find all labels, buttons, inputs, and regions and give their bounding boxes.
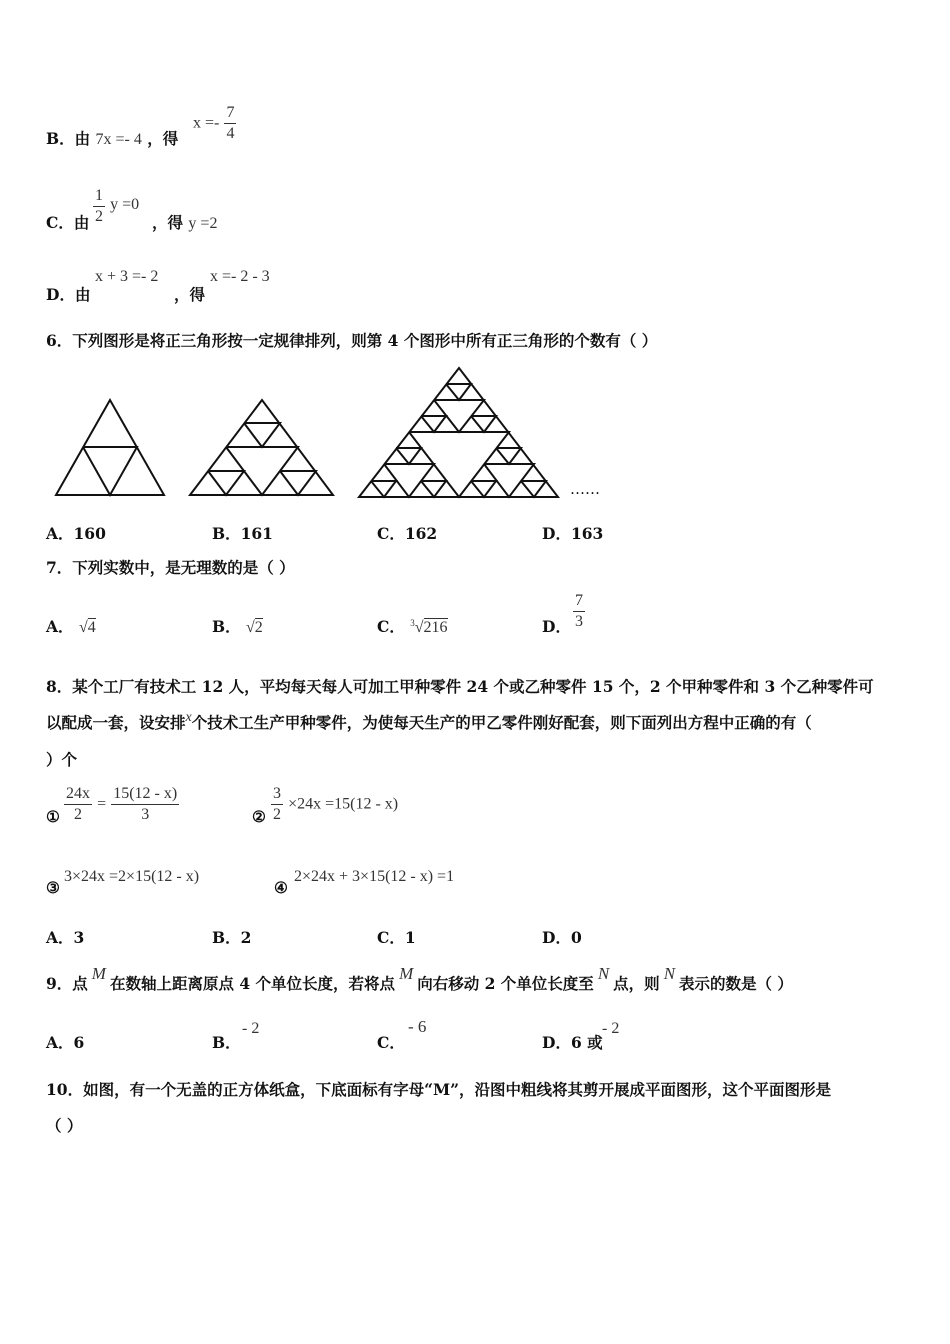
q7-a-label: A． xyxy=(46,617,74,636)
q8-eq3-mark: ③ xyxy=(46,878,60,897)
q8-eq2-den: 2 xyxy=(273,806,281,823)
q9-p2: 在数轴上距离原点 4 个单位长度，若将点 xyxy=(109,974,396,993)
q8-eq1-rnum: 15(12 - x) xyxy=(111,784,179,805)
q8-eq1-right xyxy=(111,784,179,825)
q5-b-result xyxy=(193,103,236,144)
q5-c-num: 1 xyxy=(93,186,105,207)
q5-c-den: 2 xyxy=(95,208,103,225)
q5-b-label: B．由 xyxy=(46,129,91,148)
q9-option-a: A．6 xyxy=(46,1033,85,1052)
sqrt-symbol-icon: √ xyxy=(246,619,255,636)
q8-option-a: A．3 xyxy=(46,928,85,947)
q5-b-res-lhs: x =- xyxy=(193,114,220,132)
q7-option-d xyxy=(542,615,571,637)
q8-var-x: x xyxy=(185,710,192,725)
q8-option-d: D．0 xyxy=(542,928,582,947)
q5-b-mid: ，得 xyxy=(147,129,179,148)
q5-c-label: C．由 xyxy=(46,213,90,232)
q6-triangle-figures xyxy=(0,360,950,510)
q7-option-c xyxy=(377,615,448,637)
q5-c-tail xyxy=(152,211,217,233)
q7-option-a xyxy=(46,615,96,637)
q6-option-a: A．160 xyxy=(46,524,106,543)
q7-option-b xyxy=(212,615,263,637)
q5-c-frac xyxy=(93,186,105,227)
q9-point-n: N xyxy=(597,964,610,983)
q8-eq2-rest: ×24x =15(12 - x) xyxy=(288,795,399,813)
q9-option-d: D．6 或 xyxy=(542,1033,603,1052)
q7-b-label: B． xyxy=(212,617,241,636)
q7-b-radicand: 2 xyxy=(254,619,263,636)
q5-c-expr xyxy=(93,186,139,227)
triangle-figure-3 xyxy=(359,368,558,497)
q9-point-m-2: M xyxy=(399,964,414,983)
q9-option-c: C． xyxy=(377,1033,405,1052)
q8-eq4-expr: 2×24x + 3×15(12 - x) =1 xyxy=(294,868,455,885)
q5-c-eq: y =0 xyxy=(110,196,140,213)
q9-p1: 9．点 xyxy=(46,974,88,993)
q7-d-fraction xyxy=(573,591,585,632)
q6-option-c: C．162 xyxy=(377,524,438,543)
q7-d-den: 3 xyxy=(575,613,583,630)
q10-stem-line2: （ ） xyxy=(46,1116,83,1135)
q7-a-radicand: 4 xyxy=(87,619,96,636)
q8-eq2 xyxy=(271,784,398,825)
q9-point-n-2: N xyxy=(663,964,676,983)
q8-eq1-lden: 2 xyxy=(74,806,82,823)
q5-b-expr: 7x =- 4 xyxy=(95,131,142,148)
q5-b-res-frac xyxy=(224,103,236,144)
q8-eq4-mark: ④ xyxy=(274,878,288,897)
q8-stem-line2 xyxy=(46,711,812,733)
q9-p4: 点，则 xyxy=(613,974,660,993)
q8-eq2-mark: ② xyxy=(252,807,266,826)
q5-option-d xyxy=(46,283,90,305)
q6-option-b: B．161 xyxy=(212,524,273,543)
q5-b-res-num: 7 xyxy=(224,103,236,124)
q8-eq1-left xyxy=(64,784,92,825)
q5-c-mid: ，得 xyxy=(152,213,184,232)
q7-c-radicand: 216 xyxy=(423,619,448,636)
q8-stem-line1: 8．某个工厂有技术工 12 人，平均每天每人可加工甲种零件 24 个或乙种零件 15 个，2 个甲种零件和 3 个乙种零件可 xyxy=(46,677,874,696)
q9-p5: 表示的数是（ ） xyxy=(679,974,793,993)
q7-c-index: 3 xyxy=(410,617,415,628)
q8-eq1-equals: = xyxy=(97,795,107,813)
q7-d-frac xyxy=(573,591,585,632)
q8-eq3-expr: 3×24x =2×15(12 - x) xyxy=(64,868,200,885)
triangle-figure-2 xyxy=(190,400,333,495)
q5-option-c xyxy=(46,211,89,233)
q9-option-b: B． xyxy=(212,1033,241,1052)
q7-d-num: 7 xyxy=(573,591,585,612)
q6-option-d: D．163 xyxy=(542,524,604,543)
q8-eq2-frac xyxy=(271,784,283,825)
q8-eq1-rden: 3 xyxy=(141,806,150,823)
triangle-figure-1 xyxy=(56,400,164,495)
q8-stem2a: 以配成一套，设安排 xyxy=(46,713,186,732)
q5-option-b xyxy=(46,127,178,149)
q9-b-value: - 2 xyxy=(242,1020,260,1037)
q5-c-res: y =2 xyxy=(188,215,218,232)
q5-d-res: x =- 2 - 3 xyxy=(210,268,270,285)
q8-eq1 xyxy=(64,784,179,825)
q9-d-value: - 2 xyxy=(602,1020,620,1037)
q7-c-label: C． xyxy=(377,617,405,636)
q8-stem2b: 个技术工生产甲种零件，为使每天生产的甲乙零件刚好配套，则下面列出方程中正确的有（ xyxy=(191,713,812,732)
q8-eq1-lnum: 24x xyxy=(64,784,92,805)
sqrt-symbol-icon: √ xyxy=(78,619,88,636)
q6-stem: 6．下列图形是将正三角形按一定规律排列，则第 4 个图形中所有正三角形的个数有（ ） xyxy=(46,331,658,350)
q8-option-c: C．1 xyxy=(377,928,416,947)
q9-c-value: - 6 xyxy=(408,1017,427,1036)
q9-point-m: M xyxy=(91,964,106,983)
q5-d-expr: x + 3 =- 2 xyxy=(95,268,159,285)
q8-stem-line3: ）个 xyxy=(46,750,78,769)
q7-stem: 7．下列实数中，是无理数的是（ ） xyxy=(46,558,295,577)
q5-d-label: D．由 xyxy=(46,285,91,304)
q8-eq1-mark: ① xyxy=(46,807,60,826)
q7-d-label: D． xyxy=(542,617,571,636)
q9-p3: 向右移动 2 个单位长度至 xyxy=(417,974,594,993)
q6-ellipsis: …… xyxy=(570,480,600,498)
q8-option-b: B．2 xyxy=(212,928,252,947)
q5-d-mid: ，得 xyxy=(174,285,206,304)
q9-stem xyxy=(46,964,793,994)
sqrt-symbol-icon: √ xyxy=(414,619,424,636)
q5-b-res-den: 4 xyxy=(226,125,235,142)
q8-eq2-num: 3 xyxy=(271,784,283,805)
q10-stem-line1: 10．如图，有一个无盖的正方体纸盒，下底面标有字母“M”，沿图中粗线将其剪开展成平面图形，这个平面图形是 xyxy=(46,1080,832,1099)
